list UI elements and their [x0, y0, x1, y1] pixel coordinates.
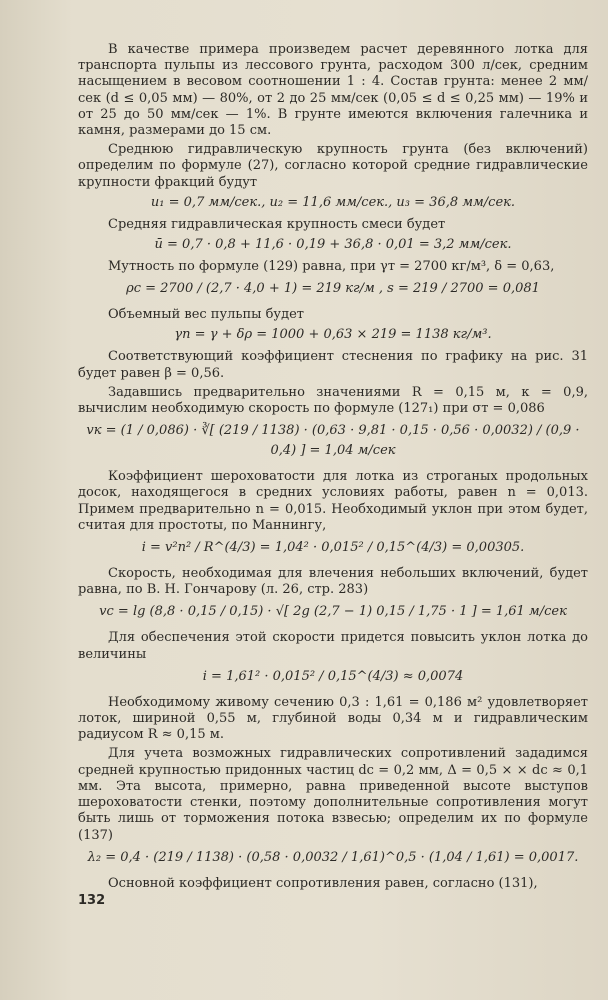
paragraph-resistance: Для учета возможных гидравлических сопротивлений зададимся средней крупностью придонных частиц dс = 0,2 мм, Δ = 0,5 × × dс ≈ 0,1 мм. Эта высота, примерно, равна приведенной высоте выступов шероховатости стенки, поэтому дополнительные сопротивления могут быть лишь от торможения потока взвесью; определим их по формуле (137): [78, 746, 588, 843]
equation-required-velocity: vк = (1 / 0,086) · ∛[ (219 / 1138) · (0,63 · 9,81 · 0,15 · 0,56 · 0,0032) / (0,9 · 0,4) ] = 1,04 м/сек: [86, 423, 580, 459]
paragraph-required-velocity: Задавшись предварительно значениями R = 0,15 м, κ = 0,9, вычислим необходимую скорость по формуле (127₁) при σт = 0,086: [78, 384, 588, 417]
paragraph-intro: В качестве примера произведем расчет деревянного лотка для транспорта пульпы из лессового грунта, расходом 300 л/сек, средним насыщением в весовом соотношении 1 : 4. Состав грунта: менее 2 мм/сек (d ≤ 0,05 мм) — 80%, от 2 до 25 мм/сек (0,05 ≤ d ≤ 0,25 мм) — 19% и от 25 до 50 мм/сек — 1%. В грунте имеются включения галечника и камня, размерами до 15 см.: [78, 42, 588, 139]
paragraph-constraint-coefficient: Соответствующий коэффициент стеснения по графику на рис. 31 будет равен β = 0,56.: [78, 349, 588, 381]
paragraph-pulp-weight: Объемный вес пульпы будет: [108, 307, 304, 323]
equation-fraction-sizes: u₁ = 0,7 мм/сек., u₂ = 11,6 мм/сек., u₃ = 36,8 мм/сек.: [150, 194, 516, 210]
paragraph-hydraulic-size: Среднюю гидравлическую крупность грунта (без включений) определим по формуле (27), согласно которой средние гидравлические крупности фракций будут: [78, 142, 588, 190]
equation-mixture-size: ū = 0,7 · 0,8 + 11,6 · 0,19 + 36,8 · 0,01 = 3,2 мм/сек.: [154, 237, 512, 253]
paragraph-increase-slope: Для обеспечения этой скорости придется повысить уклон лотка до величины: [78, 630, 588, 662]
equation-pulp-weight: γп = γ + δρ = 1000 + 0,63 × 219 = 1138 кг/м³.: [174, 327, 492, 343]
paragraph-turbidity: Мутность по формуле (129) равна, при γт = 2700 кг/м³, δ = 0,63,: [108, 259, 555, 275]
equation-increased-slope: i = 1,61² · 0,015² / 0,15^(4/3) ≈ 0,0074: [202, 668, 464, 684]
equation-resistance: λ₂ = 0,4 · (219 / 1138) · (0,58 · 0,0032 / 1,61)^0,5 · (1,04 / 1,61) = 0,0017.: [87, 849, 579, 865]
equation-slope: i = v²n² / R^(4/3) = 1,04² · 0,015² / 0,15^(4/3) = 0,00305.: [141, 540, 525, 556]
page-number: 132: [78, 893, 106, 908]
paragraph-roughness: Коэффициент шероховатости для лотка из строганых продольных досок, находящегося в средних условиях работы, равен n = 0,013. Примем предварительно n = 0,015. Необходимый уклон при этом будет, считая для простоты, по Маннингу,: [78, 469, 588, 533]
paragraph-mixture-size: Средняя гидравлическая крупность смеси будет: [108, 216, 446, 232]
page-text: [78, 42, 588, 895]
paragraph-main-coefficient: Основной коэффициент сопротивления равен, согласно (131),: [108, 875, 538, 891]
paragraph-cross-section: Необходимому живому сечению 0,3 : 1,61 = 0,186 м² удовлетворяет лоток, шириной 0,55 м, глубиной воды 0,34 м и гидравлическим радиусом R ≈ 0,15 м.: [78, 694, 588, 743]
equation-turbidity: ρс = 2700 / (2,7 · 4,0 + 1) = 219 кг/м , s = 219 / 2700 = 0,081: [126, 281, 540, 297]
paragraph-drag-velocity: Скорость, необходимая для влечения небольших включений, будет равна, по В. Н. Гончарову (л. 26, стр. 283): [78, 566, 588, 598]
equation-drag-velocity: vс = lg (8,8 · 0,15 / 0,15) · √[ 2g (2,7 − 1) 0,15 / 1,75 · 1 ] = 1,61 м/сек: [99, 604, 567, 620]
